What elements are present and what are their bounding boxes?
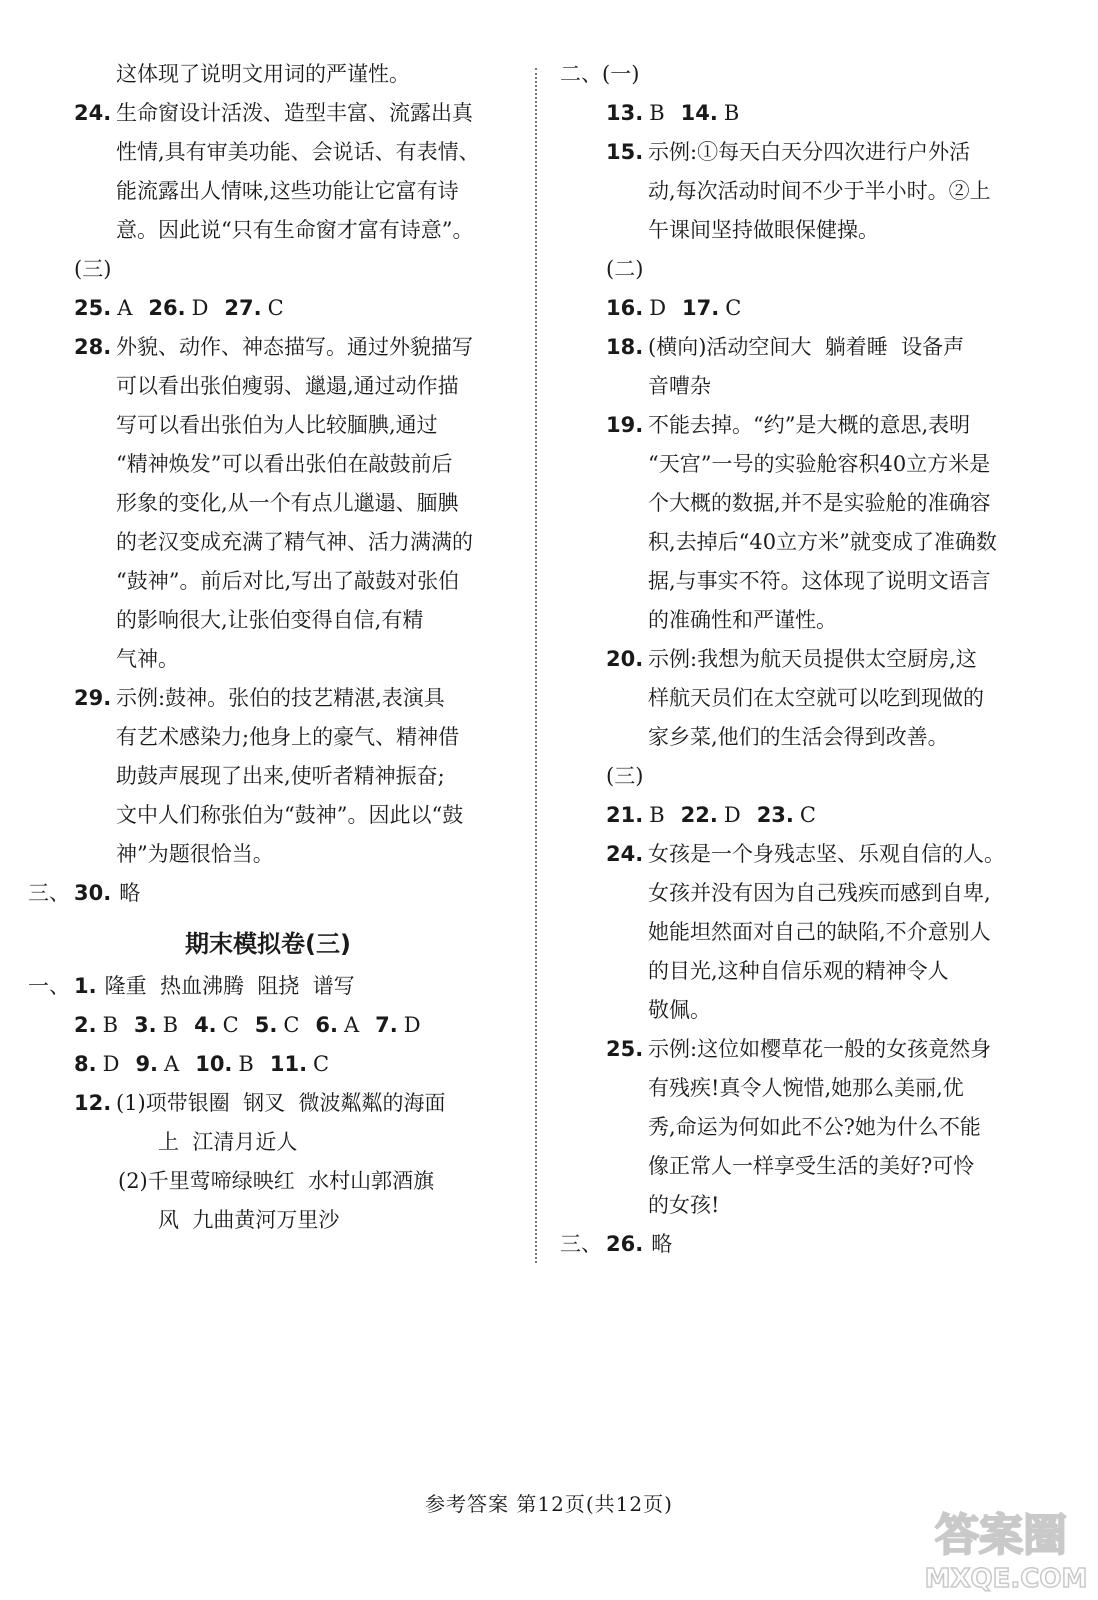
answer-line [560,757,1060,796]
answer-line [28,640,508,679]
answer-text: 音嘈杂 [648,374,711,398]
answer-line [28,445,508,484]
answer-text: 的影响很大,让张伯变得自信,有精 [116,608,424,632]
answer-text: 这体现了说明文用词的严谨性。 [116,62,410,86]
question-number: 15. [606,140,644,164]
left-column [28,55,508,1240]
answer-line [28,1006,508,1045]
answer-text: 午课间坚持做眼保健操。 [648,218,879,242]
answer-line [560,1108,1060,1147]
answer-line [560,328,1060,367]
answer-line [28,796,508,835]
answer-line [560,484,1060,523]
answer-line [28,562,508,601]
question-number: 5. [254,1013,278,1037]
answer-text: 女孩并没有因为自己残疾而感到自卑, [648,881,991,905]
answer-text: 示例:①每天白天分四次进行户外活 [648,140,971,164]
answer-choice: D [403,1013,421,1037]
answer-text: 形象的变化,从一个有点儿邋遢、腼腆 [116,491,459,515]
section-title: 期末模拟卷(三) [185,930,351,958]
answer-line [28,484,508,523]
answer-text: 的女孩! [648,1193,720,1217]
question-number: 11. [269,1052,308,1076]
answer-text: 的目光,这种自信乐观的精神令人 [648,959,949,983]
answer-line [28,328,508,367]
question-number: 25. [606,1037,644,1061]
answer-line [560,679,1060,718]
answer-line [560,523,1060,562]
question-number: 17. [682,296,720,320]
answer-text: 的准确性和严谨性。 [648,608,837,632]
answer-line [28,55,508,94]
answer-text: 动,每次活动时间不少于半小时。②上 [648,179,991,203]
answer-line [28,1162,508,1201]
answer-text: 略 [651,1232,673,1256]
answer-line [28,718,508,757]
answer-choice: C [725,296,742,320]
answer-text: 家乡菜,他们的生活会得到改善。 [648,725,949,749]
question-number: 16. [606,296,644,320]
answer-line [560,172,1060,211]
answer-line [28,1201,508,1240]
answer-text: 示例:我想为航天员提供太空厨房,这 [648,647,977,671]
answer-text: 秀,命运为何如此不公?她为什么不能 [648,1115,981,1139]
question-number: 21. [606,803,644,827]
answer-line [28,406,508,445]
answer-text: 能流露出人情味,这些功能让它富有诗 [116,179,459,203]
answer-text: 可以看出张伯瘦弱、邋遢,通过动作描 [116,374,459,398]
answer-text: 生命窗设计活泼、造型丰富、流露出真 [116,101,473,125]
answer-text: 个大概的数据,并不是实验舱的准确容 [648,491,991,515]
question-number: 12. [74,1091,112,1115]
answer-choice: B [649,803,665,827]
answer-line [28,1123,508,1162]
answer-choice: A [117,296,133,320]
answer-choice: A [164,1052,180,1076]
question-number: 28. [74,335,112,359]
question-number: 26. [148,296,186,320]
question-number: 8. [74,1052,97,1076]
answer-text: 示例:鼓神。张伯的技艺精湛,表演具 [116,686,445,710]
answer-line [560,835,1060,874]
answer-text: 敬佩。 [648,998,711,1022]
question-number: 23. [756,803,794,827]
right-column [560,55,1060,1264]
answer-line [28,835,508,874]
answer-line [28,874,508,913]
question-number: 4. [194,1013,217,1037]
question-number: 10. [195,1052,233,1076]
question-number: 26. [606,1232,644,1256]
answer-text: 有残疾!真令人惋惜,她那么美丽,优 [648,1076,964,1100]
answer-text: 略 [119,881,141,905]
answer-line [560,640,1060,679]
question-number: 20. [606,647,644,671]
answer-choice: B [162,1013,179,1037]
answer-line [560,562,1060,601]
answer-line [560,718,1060,757]
answer-text: 像正常人一样享受生活的美好?可怜 [648,1154,975,1178]
answer-line [560,367,1060,406]
answer-line [560,1147,1060,1186]
question-number: 24. [606,842,644,866]
answer-text: 助鼓声展现了出来,使听者精神振奋; [116,764,445,788]
answer-line [560,1186,1060,1225]
answer-line [28,172,508,211]
section-marker: 一、 [28,974,70,998]
answer-text: 不能去掉。“约”是大概的意思,表明 [648,413,971,437]
answer-text: (三) [606,764,644,788]
answer-line [28,133,508,172]
question-number: 25. [74,296,112,320]
answer-line [560,94,1060,133]
question-number: 22. [680,803,718,827]
answer-line [28,367,508,406]
answer-choice: C [267,296,284,320]
answer-choice: B [102,1013,119,1037]
answer-line [28,757,508,796]
question-number: 30. [74,881,112,905]
question-number: 27. [224,296,262,320]
question-number: 29. [74,686,112,710]
answer-text: 外貌、动作、神态描写。通过外貌描写 [116,335,473,359]
answer-text: 神”为题很恰当。 [116,842,274,866]
answer-choice: D [649,296,667,320]
answer-text: 风 九曲黄河万里沙 [158,1208,340,1232]
answer-line [28,967,508,1006]
answer-choice: C [313,1052,330,1076]
watermark-logo [906,1495,1096,1595]
answer-text: 性情,具有审美功能、会说话、有表情、 [116,140,480,164]
question-number: 9. [135,1052,159,1076]
answer-text: 意。因此说“只有生命窗才富有诗意”。 [116,218,474,242]
answer-line [560,133,1060,172]
answer-choice: B [238,1052,254,1076]
answer-text: 文中人们称张伯为“鼓神”。因此以“鼓 [116,803,464,827]
answer-line [560,952,1060,991]
answer-choice: C [799,803,816,827]
question-number: 18. [606,335,644,359]
answer-line [28,1045,508,1084]
answer-line [28,94,508,133]
answer-choice: B [649,101,665,125]
answer-text: “天宫”一号的实验舱容积40立方米是 [648,452,991,476]
answer-line [28,289,508,328]
answer-line [28,250,508,289]
answer-text: (二) [606,257,644,281]
answer-text: 的老汉变成充满了精气神、活力满满的 [116,530,473,554]
answer-text: 示例:这位如樱草花一般的女孩竟然身 [648,1037,992,1061]
answer-line [560,1069,1060,1108]
question-number: 1. [74,974,97,998]
section-marker: 三、 [28,881,70,905]
answer-line [560,445,1060,484]
answer-line [560,289,1060,328]
answer-line [560,601,1060,640]
answer-text: 女孩是一个身残志坚、乐观自信的人。 [648,842,1005,866]
answer-line [560,1225,1060,1264]
question-number: 6. [315,1013,338,1037]
answer-text: “精神焕发”可以看出张伯在敲鼓前后 [116,452,453,476]
answer-text: (2)千里莺啼绿映红 水村山郭酒旗 [118,1169,435,1193]
page-footer: 参考答案 第12页(共12页) [425,1492,673,1516]
column-divider [535,68,537,1263]
answer-choice: C [222,1013,239,1037]
answer-text: 她能坦然面对自己的缺陷,不介意别人 [648,920,991,944]
answer-line [560,406,1060,445]
answer-choice: B [723,101,740,125]
answer-text: “鼓神”。前后对比,写出了敲鼓对张伯 [116,569,460,593]
answer-line [560,913,1060,952]
question-number: 7. [375,1013,398,1037]
answer-text: 隆重 热血沸腾 阻挠 谱写 [104,974,355,998]
answer-line [560,250,1060,289]
answer-text: (横向)活动空间大 躺着睡 设备声 [648,335,965,359]
question-number: 19. [606,413,644,437]
answer-line [28,523,508,562]
answer-text: 积,去掉后“40立方米”就变成了准确数 [648,530,997,554]
answer-line [560,874,1060,913]
answer-text: 样航天员们在太空就可以吃到现做的 [648,686,984,710]
question-number: 13. [606,101,644,125]
answer-text: 据,与事实不符。这体现了说明文语言 [648,569,991,593]
answer-line [28,679,508,718]
answer-text: 有艺术感染力;他身上的豪气、精神借 [116,725,460,749]
answer-text: 上 江清月近人 [158,1130,298,1154]
question-number: 14. [680,101,718,125]
answer-text: 二、(一) [560,62,640,86]
answer-line [560,991,1060,1030]
answer-line [560,1030,1060,1069]
section-marker: 三、 [560,1232,602,1256]
answer-line [560,211,1060,250]
answer-line [28,211,508,250]
answer-text: 写可以看出张伯为人比较腼腆,通过 [116,413,438,437]
answer-text: 气神。 [116,647,179,671]
question-number: 24. [74,101,112,125]
answer-line [28,1084,508,1123]
answer-line [560,796,1060,835]
svg-text:答案圈: 答案圈 [935,1510,1067,1561]
answer-choice: D [102,1052,120,1076]
svg-text:MXQE.COM: MXQE.COM [924,1564,1088,1594]
answer-line [28,601,508,640]
answer-text: (1)项带银圈 钢叉 微波粼粼的海面 [116,1091,446,1115]
question-number: 3. [134,1013,157,1037]
answer-choice: D [723,803,741,827]
answer-choice: D [191,296,209,320]
answer-line [560,55,1060,94]
question-number: 2. [74,1013,97,1037]
answer-choice: C [283,1013,300,1037]
answer-choice: A [344,1013,360,1037]
answer-text: (三) [74,257,112,281]
